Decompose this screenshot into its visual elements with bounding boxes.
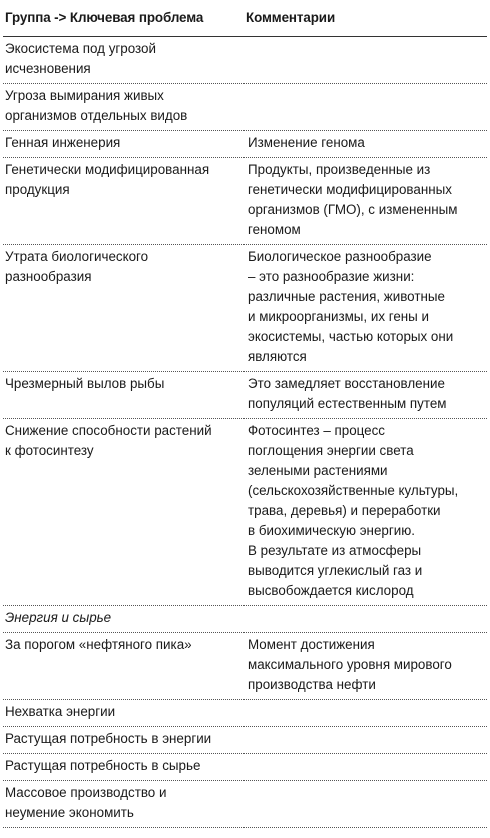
- table-row: [3, 781, 487, 828]
- comment-cell: [244, 131, 487, 158]
- problem-text: Генетически модифицированная продукция: [5, 162, 210, 197]
- table-row: [3, 754, 487, 781]
- problem-cell: [3, 781, 244, 828]
- comment-cell: [244, 158, 487, 245]
- comment-cell: [244, 700, 487, 727]
- problem-cell: [3, 158, 244, 245]
- table-row: [3, 633, 487, 700]
- problem-cell: [3, 84, 244, 131]
- comment-text: Это замедляет восстановление популяций естественным путем: [248, 376, 447, 411]
- problem-cell: [3, 754, 244, 781]
- table-row: [3, 419, 487, 606]
- comment-cell: [244, 781, 487, 828]
- comment-cell: [244, 633, 487, 700]
- problem-text: Чрезмерный вылов рыбы: [5, 376, 165, 391]
- problem-text: Экосистема под угрозой исчезновения: [5, 41, 156, 76]
- problem-text: Утрата биологического разнообразия: [5, 249, 149, 284]
- problem-text: За порогом «нефтяного пика»: [5, 637, 192, 652]
- table-row: [3, 84, 487, 131]
- problem-text: Нехватка энергии: [5, 704, 116, 719]
- problem-text: Снижение способности растений к фотосинтезу: [5, 423, 212, 458]
- table-row: [3, 245, 487, 372]
- problems-table: [3, 4, 487, 828]
- problem-text: Генная инженерия: [5, 135, 121, 150]
- comment-text: Изменение генома: [248, 135, 365, 150]
- table-body: [3, 37, 487, 828]
- table-row: [3, 700, 487, 727]
- section-row: [3, 606, 487, 633]
- comment-cell: [244, 245, 487, 372]
- comment-cell: [244, 37, 487, 84]
- problem-cell: [3, 37, 244, 84]
- comment-cell: [244, 727, 487, 754]
- comment-cell: [244, 419, 487, 606]
- problem-cell: [3, 131, 244, 158]
- comment-text: Момент достижения максимального уровня мирового производства нефти: [248, 637, 452, 692]
- problem-text: Растущая потребность в энергии: [5, 731, 212, 746]
- table-row: [3, 37, 487, 84]
- problem-cell: [3, 633, 244, 700]
- problem-text: Угроза вымирания живых организмов отдельных видов: [5, 88, 188, 123]
- comment-text: Фотосинтез – процесс поглощения энергии света зелеными растениями (сельскохозяйственные культуры, трава, деревья) и переработки в биохимическую энергию. В результате из атмосферы выводится углекислый газ и высвобождается кислород: [248, 423, 459, 598]
- problem-text: Массовое производство и неумение экономить: [5, 785, 167, 820]
- header-row: [3, 4, 487, 37]
- problem-cell: [3, 419, 244, 606]
- problem-cell: [3, 245, 244, 372]
- section-heading-text: Энергия и сырье: [5, 610, 112, 625]
- header-group-problem: Группа -> Ключевая проблема: [3, 4, 244, 37]
- section-heading: [3, 606, 487, 633]
- table-row: [3, 131, 487, 158]
- comment-cell: [244, 84, 487, 131]
- problem-text: Растущая потребность в сырье: [5, 758, 201, 773]
- comment-cell: [244, 372, 487, 419]
- comment-cell: [244, 754, 487, 781]
- comment-text: Биологическое разнообразие – это разнообразие жизни: различные растения, животные и микроорганизмы, их гены и экосистемы, частью которых они являются: [248, 249, 454, 364]
- problem-cell: [3, 727, 244, 754]
- table-row: [3, 727, 487, 754]
- problem-cell: [3, 372, 244, 419]
- problem-cell: [3, 700, 244, 727]
- table-header: [3, 4, 487, 37]
- comment-text: Продукты, произведенные из генетически модифицированных организмов (ГМО), с измененным геномом: [248, 162, 458, 237]
- table-row: [3, 158, 487, 245]
- table-row: [3, 372, 487, 419]
- header-comments: Комментарии: [244, 4, 487, 37]
